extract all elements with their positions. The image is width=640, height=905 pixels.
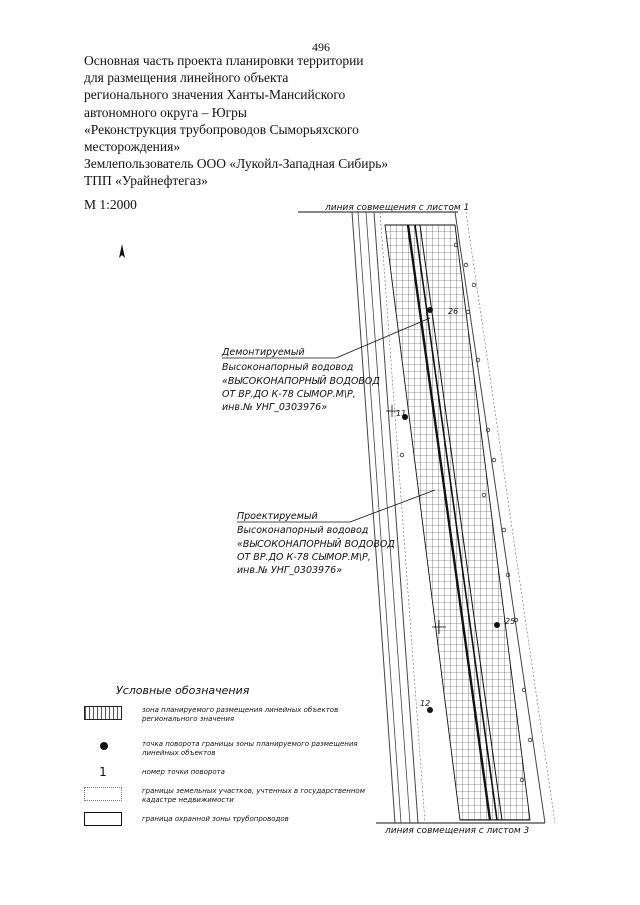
title-line: месторождения»	[84, 139, 181, 155]
legend-item-guard-zone	[84, 812, 374, 836]
title-line: Основная часть проекта планировки территории	[84, 53, 364, 68]
legend-item-number	[84, 765, 374, 789]
legend-item-zone	[84, 706, 374, 730]
legend-item-parcel	[84, 787, 374, 811]
match-line-bottom-label: линия совмещения с листом 3	[385, 826, 530, 836]
page-number: 496	[312, 40, 330, 54]
map-scale: М 1:2000	[84, 197, 137, 212]
callout-designed	[237, 490, 435, 576]
legend-label: точка поворота границы зоны планируемого размещения линейных объектов	[142, 740, 358, 757]
title-line: «Реконструкция трубопроводов Сыморьяхского	[84, 121, 359, 137]
guard-zone-icon	[84, 812, 122, 826]
title-line: автономного округа – Югры	[84, 104, 247, 120]
legend-title: Условные обозначения	[116, 684, 250, 697]
callout-designed-line: «ВЫСОКОНАПОРНЫЙ ВОДОВОД	[237, 539, 395, 550]
title-line: ТПП «Урайнефтегаз»	[84, 173, 208, 189]
callout-designed-line: инв.№ УНГ_0303976»	[237, 565, 343, 576]
callout-demolished-line: инв.№ УНГ_0303976»	[222, 402, 328, 413]
legend-label: границы земельных участков, учтенных в государственном кадастре недвижимости	[142, 787, 365, 804]
callout-designed-line: ОТ ВР.ДО К-78 СЫМОР.М\Р,	[237, 552, 371, 563]
legend-label: номер точки поворота	[142, 768, 225, 776]
title-line: Землепользователь ООО «Лукойл-Западная Сибирь»	[84, 156, 389, 172]
turn-point-dot-icon	[100, 742, 108, 750]
turn-point-number: 25	[505, 617, 516, 626]
turn-point-number: 11	[396, 409, 407, 418]
legend-item-turn-point	[84, 740, 374, 764]
zone-hatch-icon	[84, 706, 122, 720]
title-line: для размещения линейного объекта	[84, 70, 289, 86]
legend-label: граница охранной зоны трубопроводов	[142, 815, 289, 823]
callout-demolished-line: Высоконапорный водовод	[222, 362, 354, 373]
callout-designed-line: Высоконапорный водовод	[237, 525, 369, 536]
parcel-border-icon	[84, 787, 122, 801]
callout-designed-status: Проектируемый	[237, 511, 318, 522]
turn-point-number: 12	[420, 699, 431, 708]
callout-demolished-line: ОТ ВР.ДО К-78 СЫМОР.М\Р,	[222, 389, 356, 400]
turn-point-number: 26	[448, 307, 459, 316]
title-line: регионального значения Ханты-Мансийского	[84, 87, 346, 103]
legend-label: зона планируемого размещения линейных объектов регионального значения	[142, 706, 339, 723]
callout-demolished-status: Демонтируемый	[222, 347, 305, 358]
match-line-top-label: линия совмещения с листом 1	[325, 203, 470, 213]
point-number-symbol: 1	[99, 765, 107, 779]
planned-zone	[370, 220, 550, 825]
callout-demolished-line: «ВЫСОКОНАПОРНЫЙ ВОДОВОД	[222, 376, 380, 387]
